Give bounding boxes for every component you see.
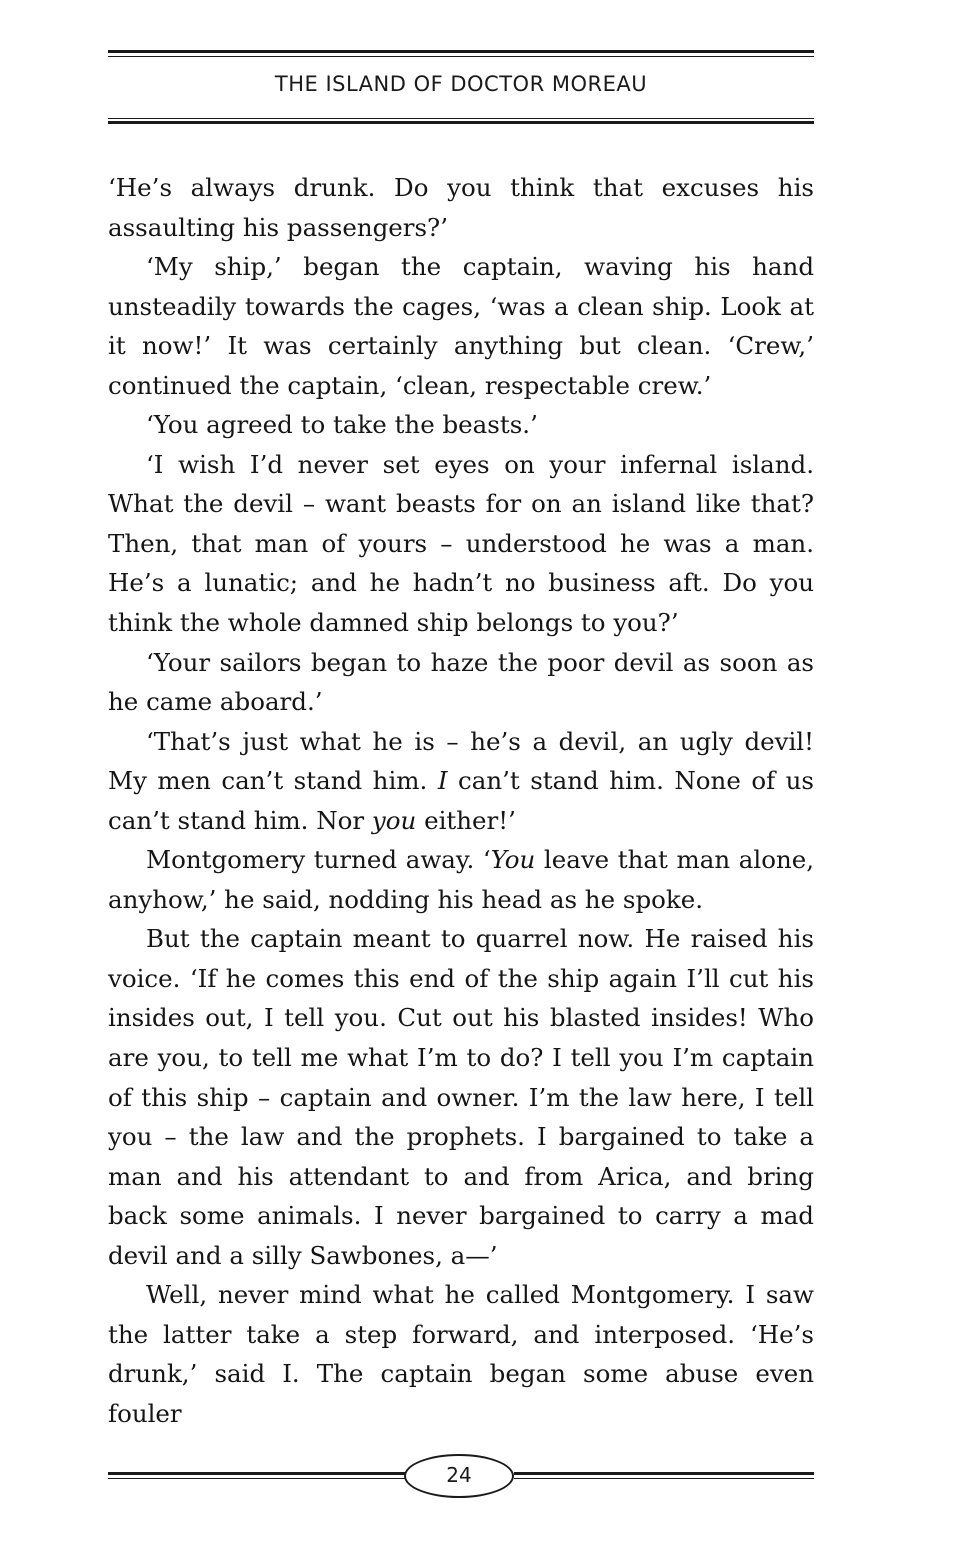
header-rule-bottom — [108, 118, 814, 124]
paragraph: ‘He’s always drunk. Do you think that excuses his assaulting his passengers?’ — [108, 173, 814, 242]
footer-rule-left — [108, 1472, 408, 1479]
italic-text: you — [371, 805, 417, 835]
text-run: leave that man alone, anyhow,’ he said, nodding his head as he spoke. — [108, 845, 815, 914]
paragraph — [108, 722, 814, 841]
paragraph: But the captain meant to quarrel now. He raised his voice. ‘If he comes this end of the ship again I’ll cut his insides out, I tell you. Cut out his blasted insides! Who are you, to tell me what I’m to do? I tell you I’m captain of this ship – captain and owner. I’m the law here, I tell you – the law and the prophets. I bargained to take a man and his attendant to and from Arica, and bring back some animals. I never bargained to carry a mad devil and a silly Sawbones, a—’ — [108, 924, 814, 1270]
italic-text: I — [437, 766, 448, 796]
page-footer — [108, 1454, 814, 1500]
paragraph: ‘Your sailors began to haze the poor devil as soon as he came aboard.’ — [108, 647, 814, 717]
text-run: ‘That’s just what he is – he’s a devil, an ugly devil! My men can’t stand him. — [108, 726, 814, 796]
text-run: Montgomery turned away. ‘ — [146, 845, 491, 875]
italic-text: You — [490, 845, 536, 875]
body-text — [108, 168, 814, 1434]
paragraph: ‘I wish I’d never set eyes on your infernal island. What the devil – want beasts for on an island like that? Then, that man of yours – understood he was a man. He’s a lunatic; and he hadn’t no business aft. Do you think the whole damned ship belongs to you?’ — [108, 449, 814, 638]
text-run: can’t stand him. None of us can’t stand him. Nor — [108, 766, 814, 835]
paragraph: ‘You agreed to take the beasts.’ — [146, 410, 538, 440]
page-number: 24 — [404, 1454, 514, 1498]
running-head: THE ISLAND OF DOCTOR MOREAU — [274, 72, 648, 96]
paragraph: ‘My ship,’ began the captain, waving his hand unsteadily towards the cages, ‘was a clean ship. Look at it now!’ It was certainly anything but clean. ‘Crew,’ continued the captain, ‘clean, respectable crew.’ — [108, 252, 814, 400]
footer-rule-right — [514, 1472, 814, 1479]
paragraph — [108, 840, 814, 919]
header-rule-top — [108, 50, 814, 57]
text-run: either!’ — [416, 805, 516, 835]
paragraph: Well, never mind what he called Montgomery. I saw the latter take a step forward, and interposed. ‘He’s drunk,’ said I. The captain began some abuse even fouler — [108, 1280, 814, 1428]
